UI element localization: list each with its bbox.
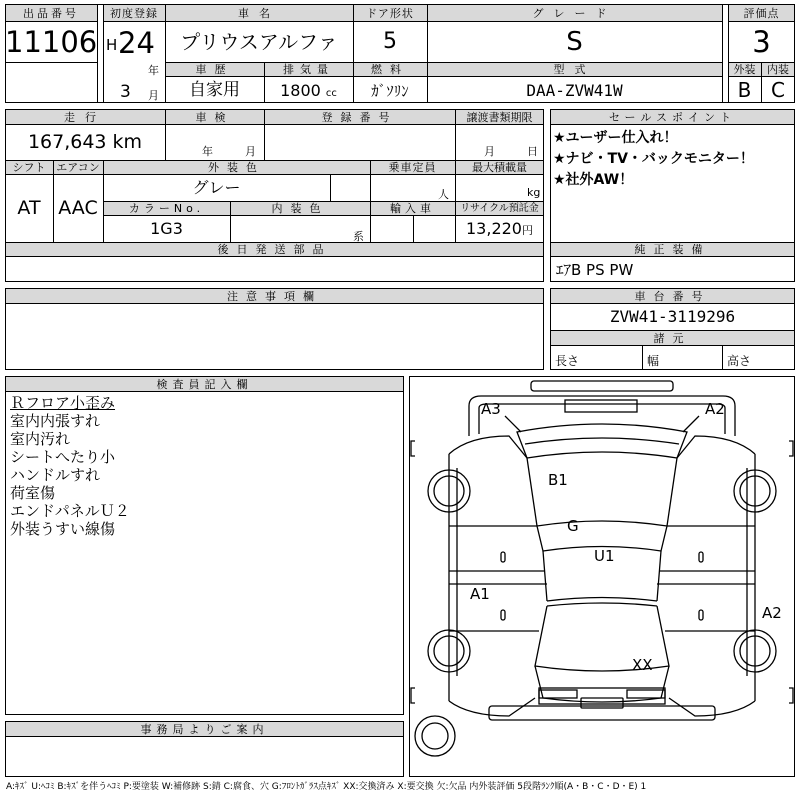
exterior-score: B	[737, 78, 752, 102]
damage-a3: A3	[481, 400, 501, 418]
lot-no-label: 出品番号	[23, 7, 79, 20]
remark-line: シートへたり小	[10, 448, 116, 466]
load-label: 最大積載量	[472, 161, 527, 174]
displacement-unit: cc	[325, 88, 337, 99]
shift-label: シフト	[12, 161, 46, 174]
sales-point-label: セールスポイント	[608, 111, 736, 124]
inspection-label: 車検	[195, 111, 234, 124]
genuine-equipment: ｴｱB PS PW	[556, 261, 634, 279]
remark-line: 室内内張すれ	[10, 412, 101, 430]
door-label: ドア形状	[366, 7, 414, 20]
ext-color: グレー	[192, 178, 241, 197]
grade: S	[566, 27, 583, 57]
sales-point-lines	[553, 128, 754, 191]
displacement-value: 1800	[280, 81, 321, 100]
chassis-label: 車台番号	[634, 290, 711, 303]
later-parts-label: 後日発送部品	[217, 243, 332, 256]
dims-height: 高さ	[727, 354, 752, 368]
damage-u1: U1	[594, 547, 615, 565]
car-name-label: 車名	[238, 7, 280, 20]
sales-point-line: ★ユーザー仕入れ！	[553, 130, 678, 146]
chassis-number: ZVW41-3119296	[609, 307, 736, 326]
remark-line: Ｒフロア小歪み	[10, 394, 116, 412]
grade-label: グレード	[532, 7, 617, 20]
legend: A:ｷｽﾞ U:ﾍｺﾐ B:ｷｽﾞを伴うﾍｺﾐ P:要塗装 W:補修跡 S:錆 C:腐食、穴 G:ﾌﾛﾝﾄｶﾞﾗｽ点ｷｽﾞ XX:交換済み X:要交換 欠:欠品 内外装評価 5段階ﾗﾝｸ順(A・B・C・D・E) 1	[6, 782, 647, 792]
interior-score: C	[771, 78, 785, 102]
genuine-label: 純正装備	[634, 243, 711, 256]
capacity-unit: 人	[438, 188, 449, 201]
fuel: ｶﾞｿﾘﾝ	[371, 82, 409, 100]
recycle-label: リサイクル預託金	[460, 203, 539, 214]
inspection-month: 月	[245, 145, 256, 158]
model: DAA-ZVW41W	[526, 81, 623, 100]
model-label: 型式	[553, 63, 596, 76]
inspector-remarks	[10, 394, 130, 538]
remark-line: 室内汚れ	[10, 430, 71, 448]
load-unit: kg	[527, 186, 541, 199]
damage-b1: B1	[548, 471, 568, 489]
transfer-label: 譲渡書類期限	[466, 111, 533, 124]
era: H	[106, 36, 118, 54]
transfer-day: 日	[527, 145, 538, 158]
damage-a2-right: A2	[762, 604, 782, 622]
fuel-label: 燃料	[371, 63, 409, 76]
displacement-label: 排気量	[283, 63, 334, 76]
score-label: 評価点	[743, 7, 780, 20]
interior-label: 内装	[767, 63, 789, 76]
damage-xx: XX	[632, 656, 653, 674]
history-label: 車歴	[195, 63, 234, 76]
month-unit: 月	[148, 89, 159, 102]
ac: AAC	[58, 197, 98, 219]
remark-line: ハンドルすれ	[10, 466, 101, 484]
ac-label: エアコン	[56, 161, 100, 174]
mileage-label: 走行	[64, 111, 106, 124]
office-label: 事務局よりご案内	[140, 723, 269, 736]
exterior-label: 外装	[733, 63, 756, 76]
reg-no-label: 登録番号	[321, 111, 398, 124]
shift: AT	[17, 197, 41, 219]
mileage: 167,643 km	[27, 131, 143, 153]
int-color-label: 内装色	[271, 202, 329, 215]
first-reg-label: 初度登録	[110, 7, 158, 20]
import-label: 輸入車	[390, 202, 435, 215]
remark-line: エンドパネルＵ２	[10, 502, 130, 520]
first-reg-year: 24	[118, 26, 155, 60]
lot-no: 11106	[5, 25, 98, 59]
displacement	[264, 80, 353, 105]
recycle	[455, 219, 544, 241]
transfer-month: 月	[484, 145, 495, 158]
car-name: プリウスアルファ	[180, 30, 338, 54]
dims-length: 長さ	[555, 354, 580, 368]
dims-width: 幅	[647, 354, 660, 368]
door: 5	[383, 29, 397, 54]
remark-line: 外装うすい線傷	[10, 520, 116, 538]
car-diagram	[409, 376, 795, 777]
capacity-label: 乗車定員	[388, 161, 437, 174]
recycle-value: 13,220	[466, 219, 522, 238]
recycle-unit: 円	[521, 224, 533, 237]
ext-color-label: 外装色	[208, 161, 265, 174]
damage-a1: A1	[470, 585, 490, 603]
color-no-label: カラーNo.	[128, 202, 205, 215]
first-reg-month: 3	[120, 82, 131, 102]
notes-label: 注意事項欄	[227, 290, 322, 303]
inspector-label: 検査員記入欄	[156, 378, 253, 391]
history: 自家用	[189, 80, 240, 100]
remark-line: 荷室傷	[10, 484, 56, 502]
dims-label: 諸元	[653, 332, 692, 345]
damage-a2-top: A2	[705, 400, 725, 418]
year-unit: 年	[148, 64, 159, 77]
inspection-year: 年	[202, 145, 213, 158]
color-no: 1G3	[150, 219, 183, 238]
sales-point-line: ★ナビ・TV・バックモニター！	[553, 151, 754, 167]
score: 3	[752, 25, 771, 59]
int-color-unit: 系	[353, 230, 364, 243]
damage-g: G	[567, 517, 579, 535]
sales-point-line: ★社外AW！	[553, 172, 634, 188]
